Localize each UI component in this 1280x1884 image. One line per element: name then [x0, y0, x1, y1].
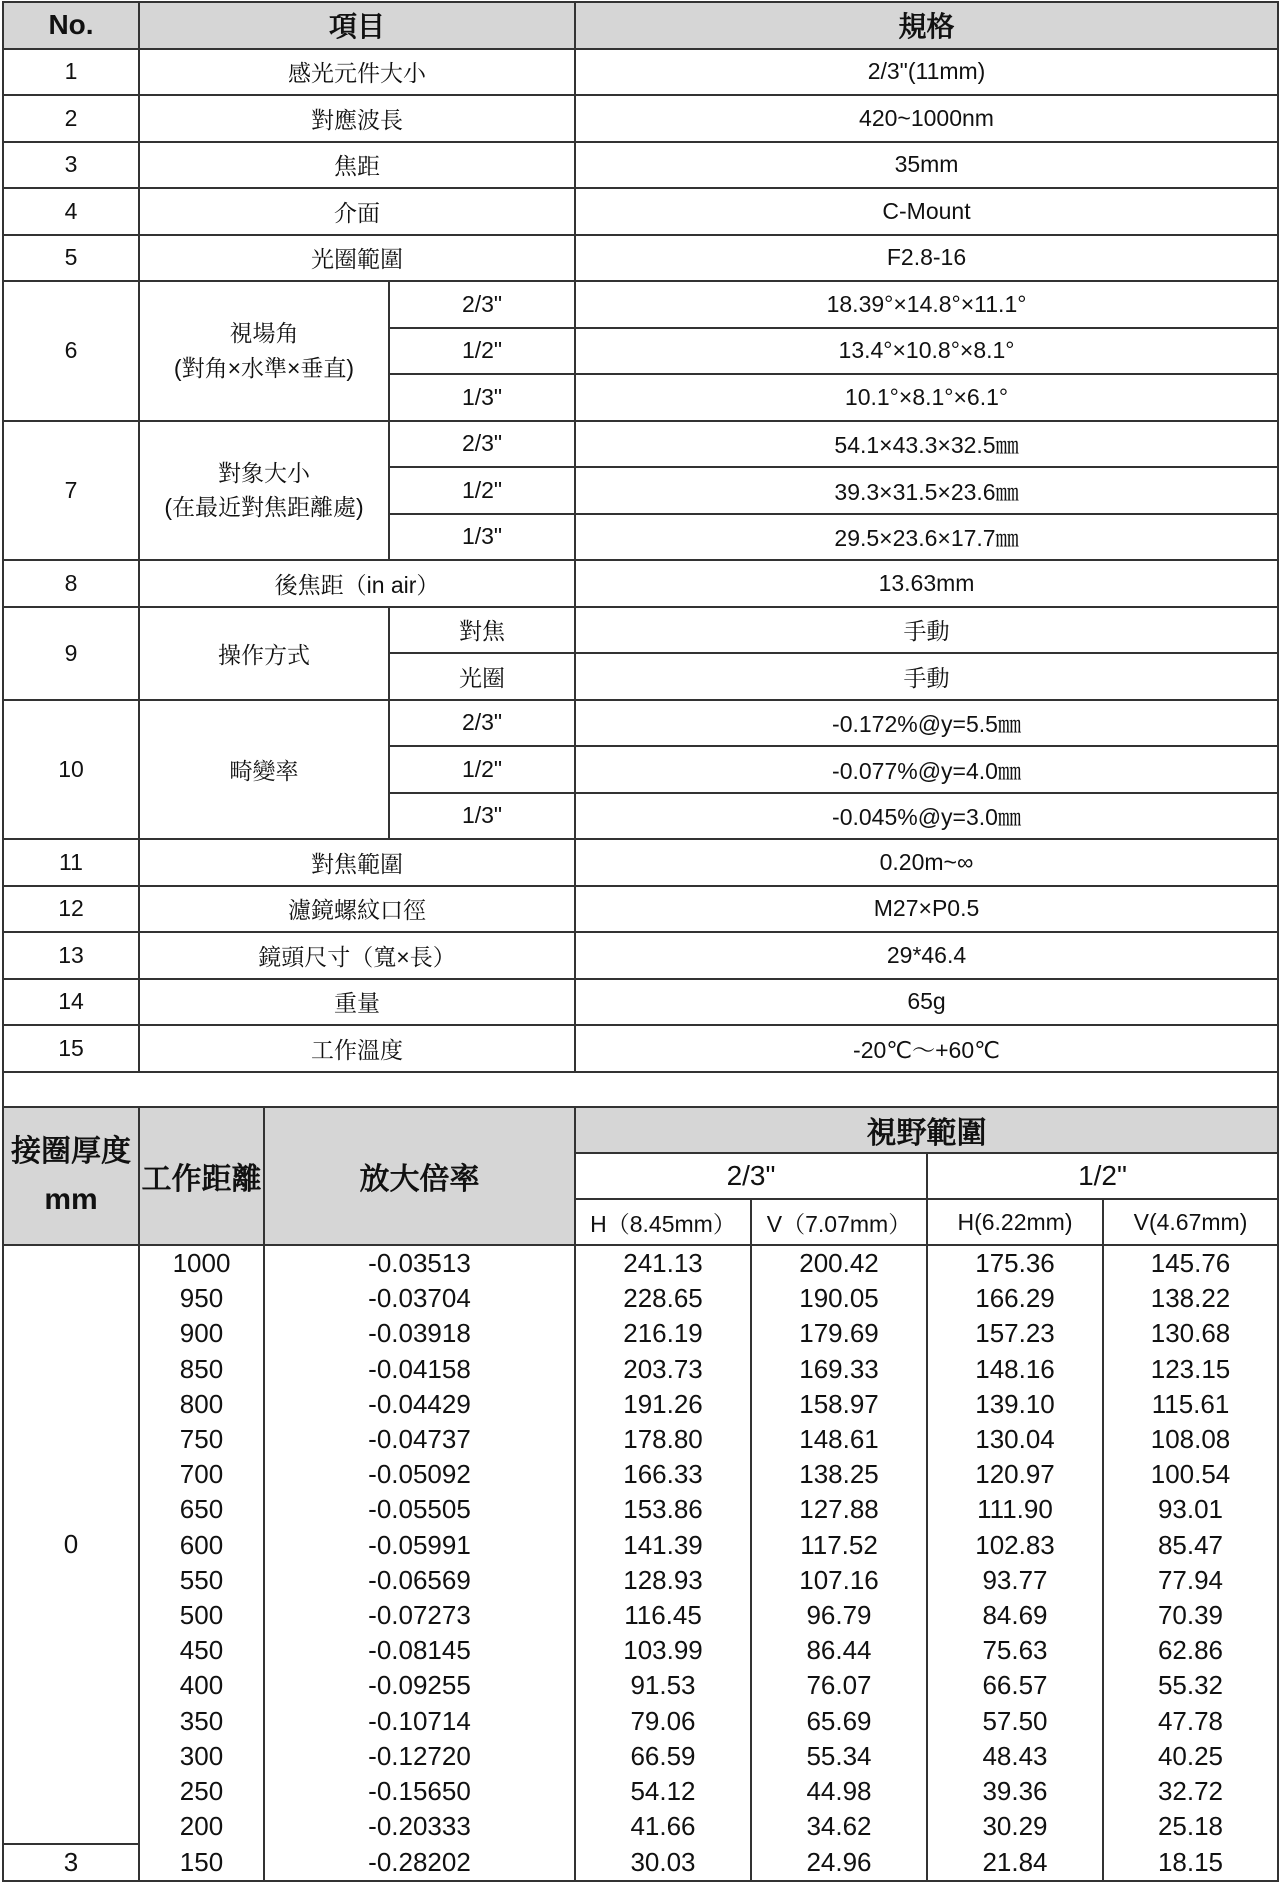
working-distance-cell: 300 [139, 1739, 264, 1774]
fov-b-v-cell: 93.01 [1103, 1492, 1278, 1527]
row-item: 介面 [139, 188, 575, 235]
row-item: 鏡頭尺寸（寬×長） [139, 932, 575, 979]
fov-b-h-cell: 120.97 [927, 1457, 1103, 1492]
row-value: 18.39°×14.8°×11.1° [575, 281, 1278, 328]
fov-a-h-cell: 228.65 [575, 1281, 751, 1316]
row-item: 焦距 [139, 142, 575, 189]
spec-row-object-size [3, 421, 1278, 468]
fov-body [3, 1245, 1278, 1881]
row-value: 2/3"(11mm) [575, 49, 1278, 96]
spec-table [2, 1, 1279, 1073]
row-no: 14 [3, 979, 139, 1026]
fov-b-v-cell: 77.94 [1103, 1563, 1278, 1598]
row-value: 13.4°×10.8°×8.1° [575, 328, 1278, 375]
spec-row [3, 1025, 1278, 1072]
magnification-cell: -0.04429 [264, 1387, 575, 1422]
table-row [3, 1844, 1278, 1881]
fov-b-v-cell: 47.78 [1103, 1703, 1278, 1738]
working-distance-cell: 950 [139, 1281, 264, 1316]
row-sensor: 1/2" [389, 746, 575, 793]
fov-b-h-cell: 130.04 [927, 1422, 1103, 1457]
row-value: 420~1000nm [575, 95, 1278, 142]
spec-row [3, 932, 1278, 979]
row-item: 操作方式 [139, 607, 389, 700]
row-sensor: 1/2" [389, 467, 575, 514]
fov-a-v-cell: 179.69 [751, 1316, 927, 1351]
fov-a-h-cell: 91.53 [575, 1668, 751, 1703]
row-no: 1 [3, 49, 139, 96]
fov-b-v-cell: 100.54 [1103, 1457, 1278, 1492]
row-value: 29*46.4 [575, 932, 1278, 979]
spec-row [3, 839, 1278, 886]
table-row [3, 1633, 1278, 1668]
table-row [3, 1387, 1278, 1422]
row-item: 後焦距（in air） [139, 560, 575, 607]
working-distance-cell: 700 [139, 1457, 264, 1492]
fov-a-h-cell: 128.93 [575, 1563, 751, 1598]
working-distance-cell: 400 [139, 1668, 264, 1703]
fov-b-v-cell: 123.15 [1103, 1352, 1278, 1387]
table-row [3, 1809, 1278, 1844]
fov-a-v-cell: 158.97 [751, 1387, 927, 1422]
fov-a-h-cell: 141.39 [575, 1528, 751, 1563]
row-item: 畸變率 [139, 700, 389, 840]
row-value: -20℃～+60℃ [575, 1025, 1278, 1072]
fov-a-h-cell: 166.33 [575, 1457, 751, 1492]
fov-a-v-cell: 86.44 [751, 1633, 927, 1668]
row-value: 手動 [575, 607, 1278, 654]
fov-b-h-cell: 157.23 [927, 1316, 1103, 1351]
object-size-label: 對象大小 [218, 459, 310, 486]
fov-b-v-cell: 138.22 [1103, 1281, 1278, 1316]
working-distance-cell: 900 [139, 1316, 264, 1351]
fov-b-h-cell: 175.36 [927, 1245, 1103, 1281]
table-row [3, 1457, 1278, 1492]
working-distance-cell: 650 [139, 1492, 264, 1527]
row-value: C-Mount [575, 188, 1278, 235]
header-sensor-2-3: 2/3" [575, 1153, 927, 1199]
row-sensor: 1/3" [389, 793, 575, 840]
fov-b-v-cell: 130.68 [1103, 1316, 1278, 1351]
spec-row [3, 979, 1278, 1026]
row-no: 5 [3, 235, 139, 282]
spacer-unit: mm [44, 1183, 98, 1216]
magnification-cell: -0.15650 [264, 1774, 575, 1809]
working-distance-cell: 150 [139, 1844, 264, 1881]
working-distance-cell: 550 [139, 1563, 264, 1598]
fov-b-h-cell: 84.69 [927, 1598, 1103, 1633]
magnification-cell: -0.06569 [264, 1563, 575, 1598]
row-no: 15 [3, 1025, 139, 1072]
table-row [3, 1739, 1278, 1774]
row-item: 對應波長 [139, 95, 575, 142]
row-value: 手動 [575, 653, 1278, 700]
header-sensor-1-2: 1/2" [927, 1153, 1278, 1199]
row-value: 10.1°×8.1°×6.1° [575, 374, 1278, 421]
working-distance-cell: 350 [139, 1703, 264, 1738]
row-item [139, 421, 389, 561]
fov-a-h-cell: 54.12 [575, 1774, 751, 1809]
table-row [3, 1774, 1278, 1809]
table-row [3, 1563, 1278, 1598]
header-magnification: 放大倍率 [264, 1107, 575, 1245]
fov-a-h-cell: 41.66 [575, 1809, 751, 1844]
magnification-cell: -0.12720 [264, 1739, 575, 1774]
header-spacer-thickness [3, 1107, 139, 1245]
table-row [3, 1703, 1278, 1738]
fov-a-h-cell: 191.26 [575, 1387, 751, 1422]
row-sensor: 1/3" [389, 374, 575, 421]
fov-b-h-cell: 111.90 [927, 1492, 1103, 1527]
fov-b-h-cell: 166.29 [927, 1281, 1103, 1316]
fov-a-v-cell: 34.62 [751, 1809, 927, 1844]
working-distance-cell: 500 [139, 1598, 264, 1633]
fov-b-v-cell: 108.08 [1103, 1422, 1278, 1457]
row-no: 7 [3, 421, 139, 561]
fov-a-v-cell: 107.16 [751, 1563, 927, 1598]
fov-b-v-cell: 70.39 [1103, 1598, 1278, 1633]
row-item: 光圈範圍 [139, 235, 575, 282]
fov-b-h-cell: 48.43 [927, 1739, 1103, 1774]
magnification-cell: -0.08145 [264, 1633, 575, 1668]
fov-a-h-cell: 103.99 [575, 1633, 751, 1668]
row-no: 11 [3, 839, 139, 886]
row-value: -0.077%@y=4.0㎜ [575, 746, 1278, 793]
row-value: -0.045%@y=3.0㎜ [575, 793, 1278, 840]
magnification-cell: -0.09255 [264, 1668, 575, 1703]
row-value: -0.172%@y=5.5㎜ [575, 700, 1278, 747]
row-item: 對焦範圍 [139, 839, 575, 886]
fov-b-h-cell: 21.84 [927, 1844, 1103, 1881]
fov-a-h-cell: 153.86 [575, 1492, 751, 1527]
fov-b-v-cell: 55.32 [1103, 1668, 1278, 1703]
fov-table [2, 1106, 1279, 1882]
table-row [3, 1668, 1278, 1703]
fov-b-v-cell: 115.61 [1103, 1387, 1278, 1422]
working-distance-cell: 450 [139, 1633, 264, 1668]
row-value: 29.5×23.6×17.7㎜ [575, 514, 1278, 561]
row-value: M27×P0.5 [575, 886, 1278, 933]
row-item: 感光元件大小 [139, 49, 575, 96]
row-sensor: 2/3" [389, 700, 575, 747]
magnification-cell: -0.04158 [264, 1352, 575, 1387]
spec-row [3, 95, 1278, 142]
row-no: 3 [3, 142, 139, 189]
table-row [3, 1422, 1278, 1457]
fov-a-h-cell: 216.19 [575, 1316, 751, 1351]
table-row [3, 1528, 1278, 1563]
fov-a-v-cell: 65.69 [751, 1703, 927, 1738]
fov-b-v-cell: 18.15 [1103, 1844, 1278, 1881]
spacer-thickness-cell: 3 [3, 1844, 139, 1881]
fov-b-h-cell: 139.10 [927, 1387, 1103, 1422]
table-row [3, 1281, 1278, 1316]
magnification-cell: -0.03513 [264, 1245, 575, 1281]
fov-a-v-cell: 138.25 [751, 1457, 927, 1492]
header-field-of-view: 視野範圍 [575, 1107, 1278, 1153]
working-distance-cell: 750 [139, 1422, 264, 1457]
fov-a-h-cell: 116.45 [575, 1598, 751, 1633]
header-no: No. [3, 2, 139, 49]
fov-a-v-cell: 169.33 [751, 1352, 927, 1387]
spacer-thickness-cell: 0 [3, 1245, 139, 1844]
row-sensor: 2/3" [389, 421, 575, 468]
fov-b-v-cell: 32.72 [1103, 1774, 1278, 1809]
spec-header-row [3, 2, 1278, 49]
fov-a-v-cell: 200.42 [751, 1245, 927, 1281]
fov-a-v-cell: 96.79 [751, 1598, 927, 1633]
magnification-cell: -0.03918 [264, 1316, 575, 1351]
spec-row-distortion [3, 700, 1278, 747]
header-item: 項目 [139, 2, 575, 49]
fov-b-h-cell: 39.36 [927, 1774, 1103, 1809]
fov-a-h-cell: 241.13 [575, 1245, 751, 1281]
fov-b-v-cell: 40.25 [1103, 1739, 1278, 1774]
working-distance-cell: 600 [139, 1528, 264, 1563]
magnification-cell: -0.04737 [264, 1422, 575, 1457]
fov-b-h-cell: 75.63 [927, 1633, 1103, 1668]
working-distance-cell: 800 [139, 1387, 264, 1422]
fov-header-row-1 [3, 1107, 1278, 1153]
row-sublabel: 光圈 [389, 653, 575, 700]
row-no: 8 [3, 560, 139, 607]
row-no: 4 [3, 188, 139, 235]
working-distance-cell: 1000 [139, 1245, 264, 1281]
header-b-h: H(6.22mm) [927, 1199, 1103, 1245]
magnification-cell: -0.05092 [264, 1457, 575, 1492]
magnification-cell: -0.28202 [264, 1844, 575, 1881]
header-spec: 規格 [575, 2, 1278, 49]
fov-a-h-cell: 30.03 [575, 1844, 751, 1881]
magnification-cell: -0.05505 [264, 1492, 575, 1527]
magnification-cell: -0.07273 [264, 1598, 575, 1633]
row-no: 10 [3, 700, 139, 840]
header-working-distance: 工作距離 [139, 1107, 264, 1245]
row-value: 39.3×31.5×23.6㎜ [575, 467, 1278, 514]
table-row [3, 1245, 1278, 1281]
fov-a-h-cell: 203.73 [575, 1352, 751, 1387]
magnification-cell: -0.20333 [264, 1809, 575, 1844]
row-item: 濾鏡螺紋口徑 [139, 886, 575, 933]
row-value: 35mm [575, 142, 1278, 189]
working-distance-cell: 200 [139, 1809, 264, 1844]
magnification-cell: -0.10714 [264, 1703, 575, 1738]
fov-a-v-cell: 127.88 [751, 1492, 927, 1527]
spacer-label: 接圈厚度 [11, 1135, 131, 1168]
fov-a-h-cell: 66.59 [575, 1739, 751, 1774]
table-row [3, 1598, 1278, 1633]
fov-b-v-cell: 25.18 [1103, 1809, 1278, 1844]
row-item [139, 281, 389, 421]
fov-b-h-cell: 57.50 [927, 1703, 1103, 1738]
row-item: 工作溫度 [139, 1025, 575, 1072]
table-row [3, 1352, 1278, 1387]
header-b-v: V(4.67mm) [1103, 1199, 1278, 1245]
spec-row [3, 886, 1278, 933]
header-a-h: H（8.45mm） [575, 1199, 751, 1245]
fov-a-v-cell: 55.34 [751, 1739, 927, 1774]
row-no: 2 [3, 95, 139, 142]
row-no: 6 [3, 281, 139, 421]
row-no: 12 [3, 886, 139, 933]
fov-a-v-cell: 76.07 [751, 1668, 927, 1703]
fov-a-v-cell: 24.96 [751, 1844, 927, 1881]
row-sublabel: 對焦 [389, 607, 575, 654]
spec-row [3, 188, 1278, 235]
row-value: F2.8-16 [575, 235, 1278, 282]
header-a-v: V（7.07mm） [751, 1199, 927, 1245]
table-row [3, 1316, 1278, 1351]
magnification-cell: -0.03704 [264, 1281, 575, 1316]
row-sensor: 2/3" [389, 281, 575, 328]
spec-row [3, 560, 1278, 607]
spec-row [3, 49, 1278, 96]
fov-a-v-cell: 148.61 [751, 1422, 927, 1457]
row-item: 重量 [139, 979, 575, 1026]
fov-b-h-cell: 148.16 [927, 1352, 1103, 1387]
row-value: 0.20m~∞ [575, 839, 1278, 886]
spec-row-operation [3, 607, 1278, 654]
spec-row-fov-angle [3, 281, 1278, 328]
fov-angle-label: 視場角 [229, 320, 299, 347]
spec-row [3, 235, 1278, 282]
fov-a-v-cell: 117.52 [751, 1528, 927, 1563]
table-gap [2, 1073, 1279, 1107]
object-size-sublabel: (在最近對焦距離處) [164, 494, 364, 521]
spec-row [3, 142, 1278, 189]
row-value: 65g [575, 979, 1278, 1026]
fov-b-v-cell: 145.76 [1103, 1245, 1278, 1281]
magnification-cell: -0.05991 [264, 1528, 575, 1563]
fov-a-h-cell: 79.06 [575, 1703, 751, 1738]
fov-b-h-cell: 93.77 [927, 1563, 1103, 1598]
fov-b-v-cell: 62.86 [1103, 1633, 1278, 1668]
fov-b-v-cell: 85.47 [1103, 1528, 1278, 1563]
fov-a-v-cell: 44.98 [751, 1774, 927, 1809]
row-value: 13.63mm [575, 560, 1278, 607]
row-sensor: 1/3" [389, 514, 575, 561]
table-row [3, 1492, 1278, 1527]
row-no: 9 [3, 607, 139, 700]
fov-b-h-cell: 30.29 [927, 1809, 1103, 1844]
working-distance-cell: 850 [139, 1352, 264, 1387]
fov-b-h-cell: 66.57 [927, 1668, 1103, 1703]
row-value: 54.1×43.3×32.5㎜ [575, 421, 1278, 468]
fov-a-v-cell: 190.05 [751, 1281, 927, 1316]
fov-b-h-cell: 102.83 [927, 1528, 1103, 1563]
fov-a-h-cell: 178.80 [575, 1422, 751, 1457]
row-no: 13 [3, 932, 139, 979]
working-distance-cell: 250 [139, 1774, 264, 1809]
row-sensor: 1/2" [389, 328, 575, 375]
fov-angle-sublabel: (對角×水準×垂直) [173, 354, 355, 381]
